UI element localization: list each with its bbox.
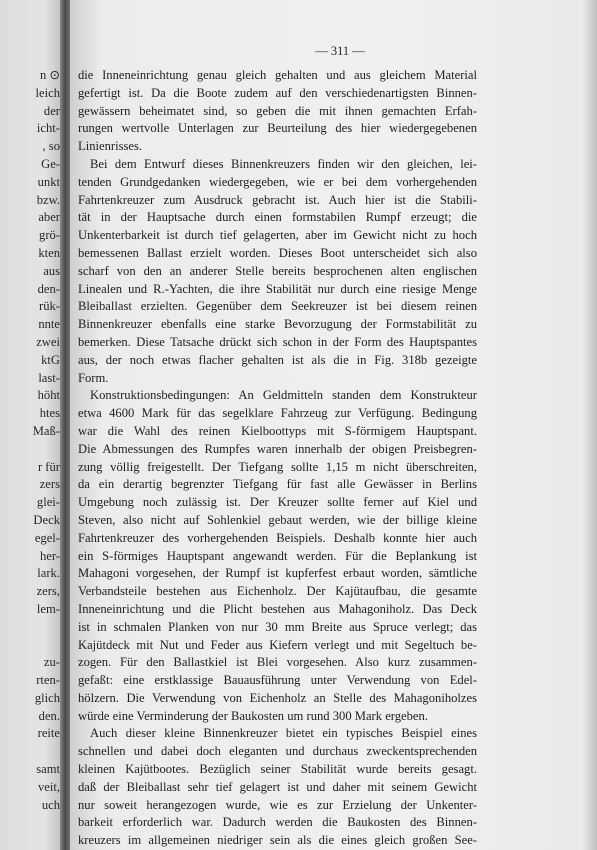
left-page-fragment	[0, 743, 60, 761]
left-page-fragment: leich	[35, 85, 60, 100]
text-line: ein S-förmiges Hauptspant angewandt werden. Für die Beplankung ist	[78, 548, 477, 563]
text-line: aus, der noch etwas flacher gehalten ist als die in Fig. 318b gezeigte	[78, 352, 477, 367]
left-page-fragment: Deck	[33, 512, 60, 527]
text-line: daß der Bleiballast sehr tief gelagert ist und daher mit seinem Gewicht	[78, 779, 477, 794]
text-line: Form.	[78, 370, 109, 385]
text-line: Mahagoni vorgesehen, der Rumpf ist kupferfest erbaut worden, sämtliche	[78, 566, 477, 581]
page-edge-shadow	[583, 0, 597, 850]
left-page-fragment: glich	[34, 690, 60, 705]
left-page	[0, 0, 64, 850]
text-line: Verbandsteile bestehen aus Eichenholz. Der Kajütaufbau, die gesamte	[78, 584, 477, 599]
text-line: Umgebung noch zulässig ist. Der Kreuzer sollte ferner auf Kiel und	[78, 495, 477, 510]
text-line: nur soweit herangezogen wurde, wie es zur Erzielung der Unkenter-	[78, 797, 477, 812]
text-line: kreuzers im allgemeinen niedriger sein als die eines gleich großen See-	[78, 833, 477, 848]
left-page-fragment: aber	[38, 210, 60, 225]
text-line: zung völlig freigestellt. Der Tiefgang sollte 1,15 m nicht überschreiten,	[78, 459, 477, 474]
left-page-fragment: ktG	[41, 352, 60, 367]
text-line: hölzern. Die Verwendung von Eichenholz an Stelle des Mahagoniholzes	[78, 690, 477, 705]
text-line: gefaßt: eine erstklassige Bauausführung unter Verwendung von Edel-	[78, 673, 477, 688]
left-page-fragment: lem-	[36, 601, 60, 616]
text-line: Linealen und R.-Yachten, die ihre Stabilität nur durch eine riesige Menge	[78, 281, 477, 296]
text-line: Steven, also nicht auf Sohlenkiel gebaut werden, wie der billige kleine	[78, 512, 477, 527]
left-page-fragment: htes	[39, 406, 60, 421]
left-page-fragment: bzw.	[36, 192, 60, 207]
left-page-fragment: n ⊙	[40, 68, 60, 82]
text-line: zogen. Für den Ballastkiel ist Blei vorgesehen. Also kurz zusammen-	[78, 655, 477, 670]
left-page-fragment: zers	[39, 477, 60, 492]
text-line: Die Abmessungen des Rumpfes waren innerhalb der obigen Preisbegren-	[78, 441, 477, 456]
text-line: Fahrtenkreuzer des vorhergehenden Beispiels. Deshalb konnte hier auch	[78, 530, 477, 545]
text-line: bemessenen Ballast erzielt worden. Dieses Boot unterscheidet sich also	[78, 245, 477, 260]
text-line: Bei dem Entwurf dieses Binnenkreuzers finden wir den gleichen, lei-	[90, 156, 477, 171]
left-page-fragment: höht	[37, 388, 60, 403]
left-page-fragment: den.	[38, 708, 60, 723]
left-page-fragment: egel-	[34, 530, 60, 545]
text-line: Linienrisses.	[78, 139, 143, 154]
text-line: Fahrtenkreuzer zum Ausdruck gebracht ist. Auch hier ist die Stabili-	[78, 192, 477, 207]
text-line: scharf von den an anderer Stelle bereits besprochenen alten englischen	[78, 263, 477, 278]
left-page-fragment: glei-	[36, 495, 60, 510]
left-page-fragment: icht-	[36, 121, 60, 136]
text-line: gefertigt ist. Da die Boote zudem auf den verschiedenartigsten Binnen-	[78, 85, 477, 100]
left-page-fragment: r für	[37, 459, 60, 474]
text-line: bemerken. Diese Tatsache drückt sich schon in der Form des Hauptspantes	[78, 334, 477, 349]
left-page-fragment	[0, 637, 60, 655]
text-line: etwa 4600 Mark für das segelklare Fahrzeug zur Verfügung. Bedingung	[78, 406, 477, 421]
left-page-fragment	[0, 441, 60, 459]
left-page-fragment: reite	[37, 726, 60, 741]
text-line: gewässern beheimatet sind, so geben die mit ihnen gemachten Erfah-	[78, 103, 477, 118]
right-page	[70, 0, 597, 850]
left-page-fragment: unkt	[37, 174, 60, 189]
left-page-fragment: zwei	[36, 334, 60, 349]
left-page-fragment: kten	[38, 245, 60, 260]
text-line: Inneneinrichtung und die Plicht bestehen aus Mahagoniholz. Das Deck	[78, 601, 477, 616]
text-line: barkeit erforderlich war. Dadurch werden die Baukosten des Binnen-	[78, 815, 477, 830]
left-page-fragment: rük-	[39, 299, 60, 314]
text-line: Bleiballast erzielten. Gegenüber dem Seekreuzer ist bei diesem reinen	[78, 299, 477, 314]
text-line: war die Wahl des reinen Kielboottyps mit S-förmigem Hauptspant.	[78, 423, 477, 438]
text-line: tät in der Hauptsache durch einen formstabilen Rumpf erzeugt; die	[78, 210, 477, 225]
left-page-fragment: den-	[37, 281, 60, 296]
left-page-fragment: , so	[42, 139, 60, 154]
body-text	[78, 67, 477, 850]
text-line: die Inneneinrichtung genau gleich gehalten und aus gleichem Material	[78, 68, 477, 82]
left-page-fragment: lark.	[37, 566, 60, 581]
text-line: rungen wertvolle Unterlagen zur Beurteilung des hier wiedergegebenen	[78, 121, 477, 136]
left-page-fragment: Ge-	[41, 156, 60, 171]
text-line: Kajütdeck mit Nut und Feder aus Kiefern verlegt und mit Segeltuch be-	[78, 637, 477, 652]
left-page-fragment: her-	[39, 548, 60, 563]
text-line: Binnenkreuzer ebenfalls eine starke Bevorzugung der Formstabilität zu	[78, 317, 477, 332]
text-line: da ein derartig begrenzter Tiefgang für fast alle Gewässer in Berlins	[78, 477, 477, 492]
left-page-fragment: grö-	[39, 228, 60, 243]
left-page-text-fragments	[0, 67, 60, 814]
text-line: Unkenterbarkeit ist durch tief gelagerten, aber im Gewicht nicht zu hoch	[78, 228, 477, 243]
text-line: kleinen Kajütbootes. Bezüglich seiner Stabilität wurde bereits gesagt.	[78, 762, 477, 777]
left-page-fragment	[0, 619, 60, 637]
text-line: Auch dieser kleine Binnenkreuzer bietet ein typisches Beispiel eines	[90, 726, 477, 741]
left-page-fragment: last-	[38, 370, 60, 385]
left-page-fragment: samt	[36, 762, 60, 777]
left-page-fragment: Maß-	[32, 423, 60, 438]
text-line: tenden Grundgedanken wiedergegeben, wie er bei dem vorhergehenden	[78, 174, 477, 189]
text-line: ist in schmalen Planken von nur 30 mm Breite aus Spruce verlegt; das	[78, 619, 477, 634]
text-line: schnellen und dabei doch eleganten und durchaus zweckentsprechenden	[78, 744, 477, 759]
left-page-fragment: veit,	[37, 779, 60, 794]
left-page-fragment: zu-	[43, 655, 60, 670]
left-page-fragment: der	[43, 103, 60, 118]
left-page-fragment: uch	[41, 797, 60, 812]
left-page-fragment: nnte	[38, 317, 60, 332]
text-line: Konstruktionsbedingungen: An Geldmitteln standen dem Konstrukteur	[90, 388, 477, 403]
page-number: — 311 —	[315, 44, 365, 58]
left-page-fragment: rten-	[36, 673, 60, 688]
text-line: würde eine Verminderung der Baukosten um rund 300 Mark ergeben.	[78, 708, 428, 723]
left-page-fragment: aus	[43, 263, 60, 278]
left-page-fragment: zers,	[36, 584, 60, 599]
